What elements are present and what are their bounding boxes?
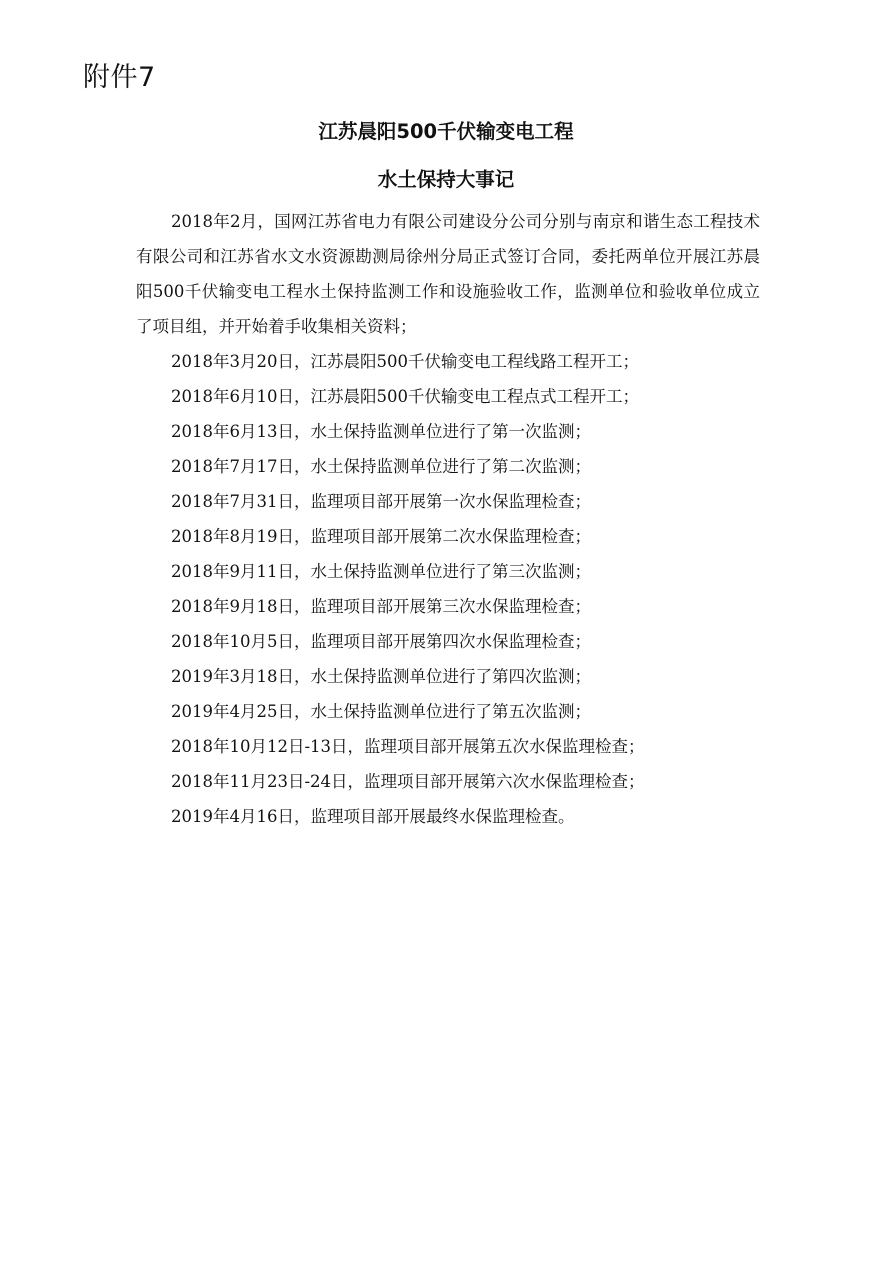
- event-item: 2018年11月23日-24日，监理项目部开展第六次水保监理检查；: [171, 772, 645, 791]
- event-item: 2018年6月10日，江苏晨阳500千伏输变电工程点式工程开工；: [171, 387, 639, 406]
- event-item: 2018年9月11日，水土保持监测单位进行了第三次监测；: [171, 562, 591, 581]
- event-item: 2018年6月13日，水土保持监测单位进行了第一次监测；: [171, 422, 591, 441]
- event-item: 2019年3月18日，水土保持监测单位进行了第四次监测；: [171, 667, 591, 686]
- intro-paragraph: 2018年2月，国网江苏省电力有限公司建设分公司分别与南京和谐生态工程技术有限公司和江苏省水文水资源勘测局徐州分局正式签订合同，委托两单位开展江苏晨阳500千伏输变电工程水土保持监测工作和设施验收工作，监测单位和验收单位成立了项目组，并开始着手收集相关资料；: [136, 212, 760, 336]
- event-item: 2018年10月5日，监理项目部开展第四次水保监理检查；: [171, 632, 591, 651]
- event-item: 2018年7月31日，监理项目部开展第一次水保监理检查；: [171, 492, 591, 511]
- event-item: 2019年4月16日，监理项目部开展最终水保监理检查。: [171, 807, 575, 826]
- event-item: 2019年4月25日，水土保持监测单位进行了第五次监测；: [171, 702, 591, 721]
- document-body: [136, 204, 760, 834]
- document-subtitle: 水土保持大事记: [377, 168, 515, 191]
- event-item: 2018年10月12日-13日，监理项目部开展第五次水保监理检查；: [171, 737, 645, 756]
- event-item: 2018年7月17日，水土保持监测单位进行了第二次监测；: [171, 457, 591, 476]
- document-title: 江苏晨阳500千伏输变电工程: [318, 120, 574, 143]
- attachment-label: 附件7: [83, 62, 156, 93]
- event-item: 2018年8月19日，监理项目部开展第二次水保监理检查；: [171, 527, 591, 546]
- event-item: 2018年9月18日，监理项目部开展第三次水保监理检查；: [171, 597, 591, 616]
- event-item: 2018年3月20日，江苏晨阳500千伏输变电工程线路工程开工；: [171, 352, 639, 371]
